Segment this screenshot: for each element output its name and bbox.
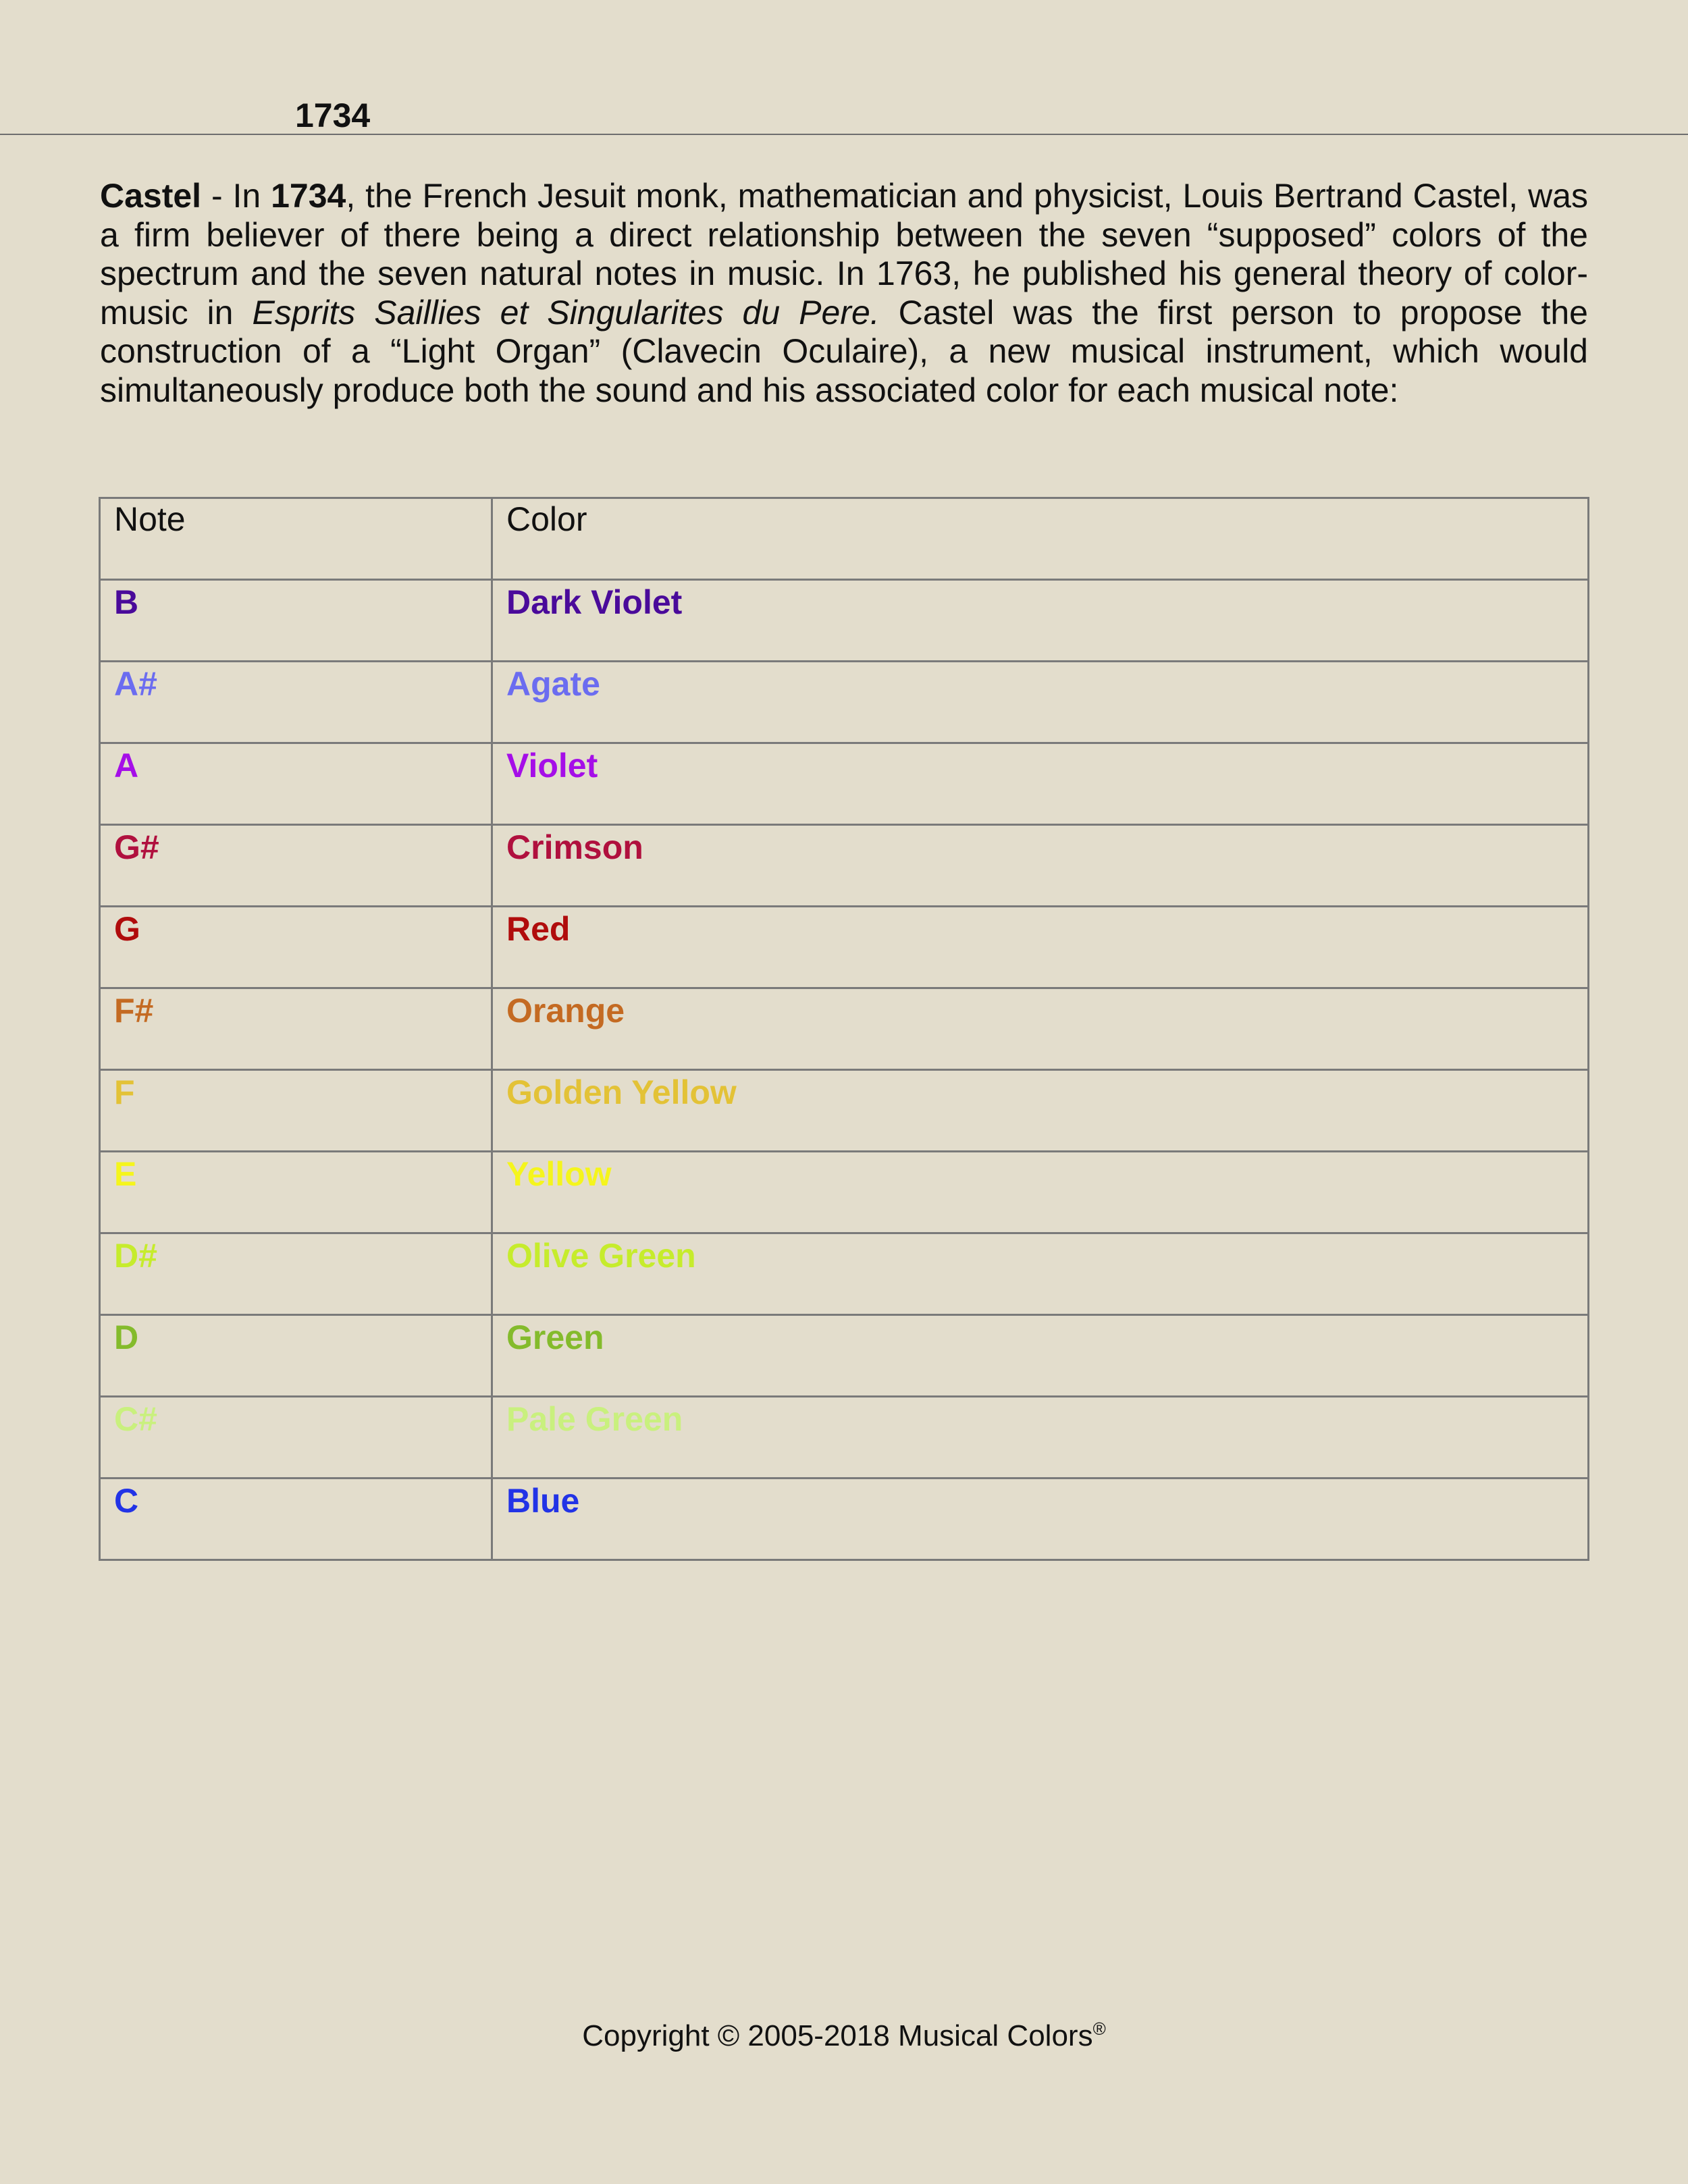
table-row: [100, 825, 1589, 907]
note-cell: C: [100, 1479, 492, 1560]
table-row: [100, 662, 1589, 743]
color-cell: Green: [492, 1315, 1589, 1397]
table-row: [100, 580, 1589, 662]
table-header-row: [100, 498, 1589, 580]
color-cell: Dark Violet: [492, 580, 1589, 662]
note-cell: G#: [100, 825, 492, 907]
note-cell: D: [100, 1315, 492, 1397]
table-row: [100, 1233, 1589, 1315]
header-note: Note: [100, 498, 492, 580]
intro-paragraph: [100, 177, 1588, 410]
page-header: [0, 0, 1688, 135]
note-cell: F#: [100, 988, 492, 1070]
header-year: 1734: [295, 97, 371, 134]
note-cell: D#: [100, 1233, 492, 1315]
intro-year: 1734: [271, 177, 346, 215]
note-cell: A: [100, 743, 492, 825]
header-color: Color: [492, 498, 1589, 580]
intro-name: Castel: [100, 177, 202, 215]
table-row: [100, 1479, 1589, 1560]
color-cell: Agate: [492, 662, 1589, 743]
intro-text-a: , the French Jesuit monk, mathematician and physicist, Louis Bertrand Castel, was a firm believer of there being a direct relationship between the seven “supposed” colors of the spectrum and the seven natural notes in music. In 1763, he published his general theory of color-music in: [100, 177, 1588, 331]
registered-mark: ®: [1092, 2019, 1106, 2039]
note-cell: C#: [100, 1397, 492, 1479]
table-row: [100, 1315, 1589, 1397]
intro-book-title: Esprits Saillies et Singularites du Pere.: [252, 293, 880, 331]
note-cell: F: [100, 1070, 492, 1152]
copyright-text: Copyright © 2005-2018 Musical Colors: [582, 2019, 1093, 2052]
intro-text-b: Castel was the first person to propose the construction of a “Light Organ” (Clavecin Oculaire), a new musical instrument, which would simultaneously produce both the sound and his associated color for each musical note:: [100, 293, 1588, 409]
table-row: [100, 1152, 1589, 1233]
table-row: [100, 907, 1589, 988]
note-cell: A#: [100, 662, 492, 743]
color-cell: Crimson: [492, 825, 1589, 907]
table-row: [100, 988, 1589, 1070]
intro-sep: - In: [201, 177, 271, 215]
copyright-footer: [0, 2019, 1688, 2053]
color-cell: Violet: [492, 743, 1589, 825]
note-cell: E: [100, 1152, 492, 1233]
note-cell: B: [100, 580, 492, 662]
table-row: [100, 1070, 1589, 1152]
note-cell: G: [100, 907, 492, 988]
color-cell: Orange: [492, 988, 1589, 1070]
table-row: [100, 1397, 1589, 1479]
color-cell: Blue: [492, 1479, 1589, 1560]
color-cell: Olive Green: [492, 1233, 1589, 1315]
color-cell: Pale Green: [492, 1397, 1589, 1479]
note-color-table: [99, 497, 1589, 1561]
color-cell: Golden Yellow: [492, 1070, 1589, 1152]
color-cell: Red: [492, 907, 1589, 988]
color-cell: Yellow: [492, 1152, 1589, 1233]
table-row: [100, 743, 1589, 825]
